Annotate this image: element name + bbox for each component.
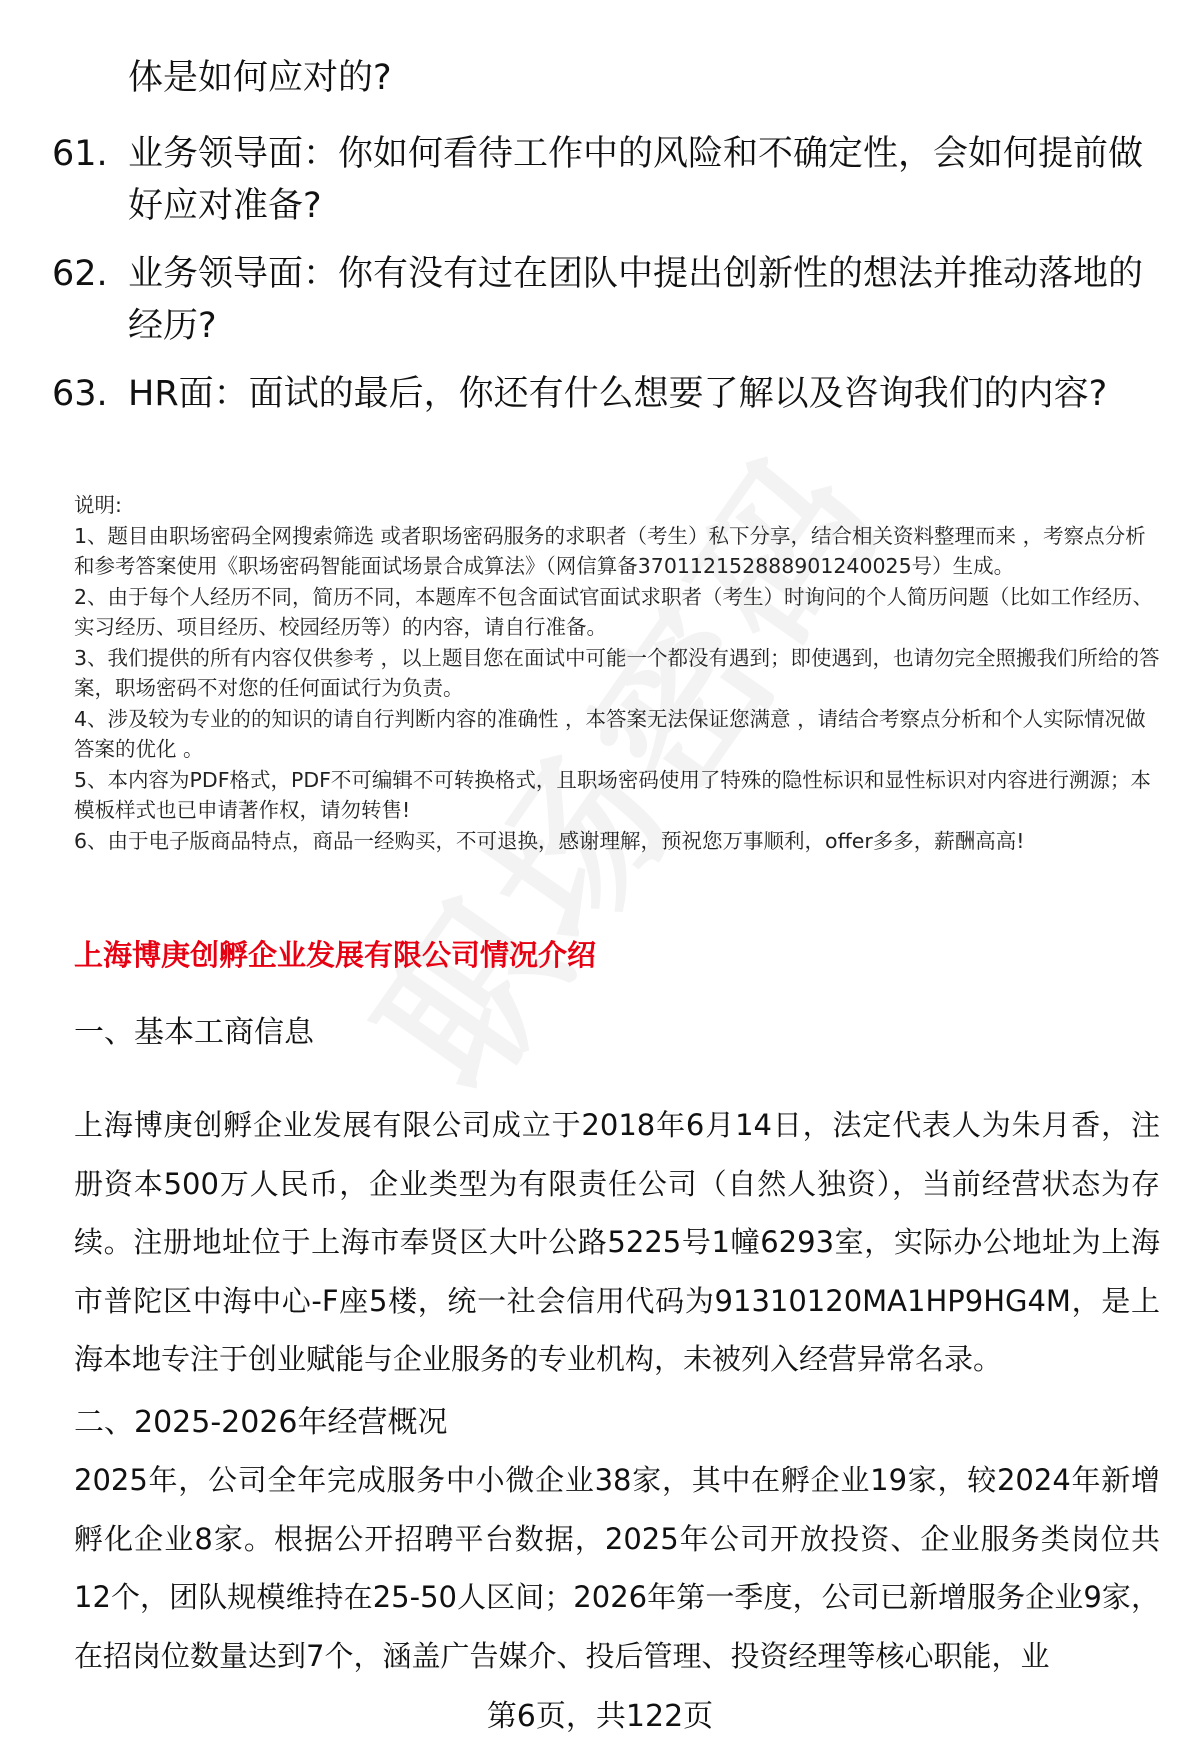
note-item: 3、我们提供的所有内容仅供参考 ，以上题目您在面试中可能一个都没有遇到；即使遇到，也请勿完全照搬我们所给的答案，职场密码不对您的任何面试行为负责。 <box>74 645 1160 700</box>
question-text: 业务领导面：你如何看待工作中的风险和不确定性，会如何提前做好应对准备? <box>128 134 1144 226</box>
question-item <box>52 368 1152 420</box>
note-item: 1、题目由职场密码全网搜索筛选 或者职场密码服务的求职者（考生）私下分享，结合相关资料整理而来 ，考察点分析和参考答案使用《职场密码智能面试场景合成算法》（网信算备370112152888901240025号）生成。 <box>74 523 1146 578</box>
question-item <box>52 248 1152 352</box>
note-item: 4、涉及较为专业的的知识的请自行判断内容的准确性 ，本答案无法保证您满意 ，请结合考察点分析和个人实际情况做答案的优化 。 <box>74 706 1146 761</box>
company-title: 上海博庚创孵企业发展有限公司情况介绍 <box>74 938 597 972</box>
note-item: 5、本内容为PDF格式，PDF不可编辑不可转换格式，且职场密码使用了特殊的隐性标识和显性标识对内容进行溯源；本模板样式也已申请著作权，请勿转售! <box>74 767 1151 822</box>
note-item: 6、由于电子版商品特点，商品一经购买，不可退换，感谢理解，预祝您万事顺利，offer多多，薪酬高高! <box>74 828 1025 853</box>
page-number: 第6页，共122页 <box>486 1699 714 1734</box>
question-number: 63. <box>52 374 108 414</box>
section-text-basic-info: 上海博庚创孵企业发展有限公司成立于2018年6月14日，法定代表人为朱月香，注册资本500万人民币，企业类型为有限责任公司（自然人独资），当前经营状态为存续。注册地址位于上海市奉贤区大叶公路5225号1幢6293室，实际办公地址为上海市普陀区中海中心-F座5楼，统一社会信用代码为91310120MA1HP9HG4M，是上海本地专注于创业赋能与企业服务的专业机构，未被列入经营异常名录。 <box>74 1108 1160 1376</box>
question-continuation: 体是如何应对的? <box>128 58 392 98</box>
section-heading-basic-info: 一、基本工商信息 <box>74 1015 314 1050</box>
section-heading-operations: 二、2025-2026年经营概况 <box>74 1405 448 1440</box>
notes-heading: 说明: <box>74 493 122 517</box>
disclaimer-notes <box>74 490 1164 856</box>
question-item <box>52 128 1152 232</box>
question-text: 业务领导面：你有没有过在团队中提出创新性的想法并推动落地的经历? <box>128 254 1144 346</box>
question-number: 61. <box>52 134 108 174</box>
question-number: 62. <box>52 254 108 294</box>
note-item: 2、由于每个人经历不同，简历不同，本题库不包含面试官面试求职者（考生）时询问的个人简历问题（比如工作经历、实习经历、项目经历、校园经历等）的内容，请自行准备。 <box>74 584 1154 639</box>
question-text: HR面：面试的最后，你还有什么想要了解以及咨询我们的内容? <box>128 374 1108 414</box>
section-text-operations: 2025年，公司全年完成服务中小微企业38家，其中在孵企业19家，较2024年新增孵化企业8家。根据公开招聘平台数据，2025年公司开放投资、企业服务类岗位共12个，团队规模维持在25-50人区间；2026年第一季度，公司已新增服务企业9家，在招岗位数量达到7个，涵盖广告媒介、投后管理、投资经理等核心职能，业 <box>74 1463 1160 1673</box>
